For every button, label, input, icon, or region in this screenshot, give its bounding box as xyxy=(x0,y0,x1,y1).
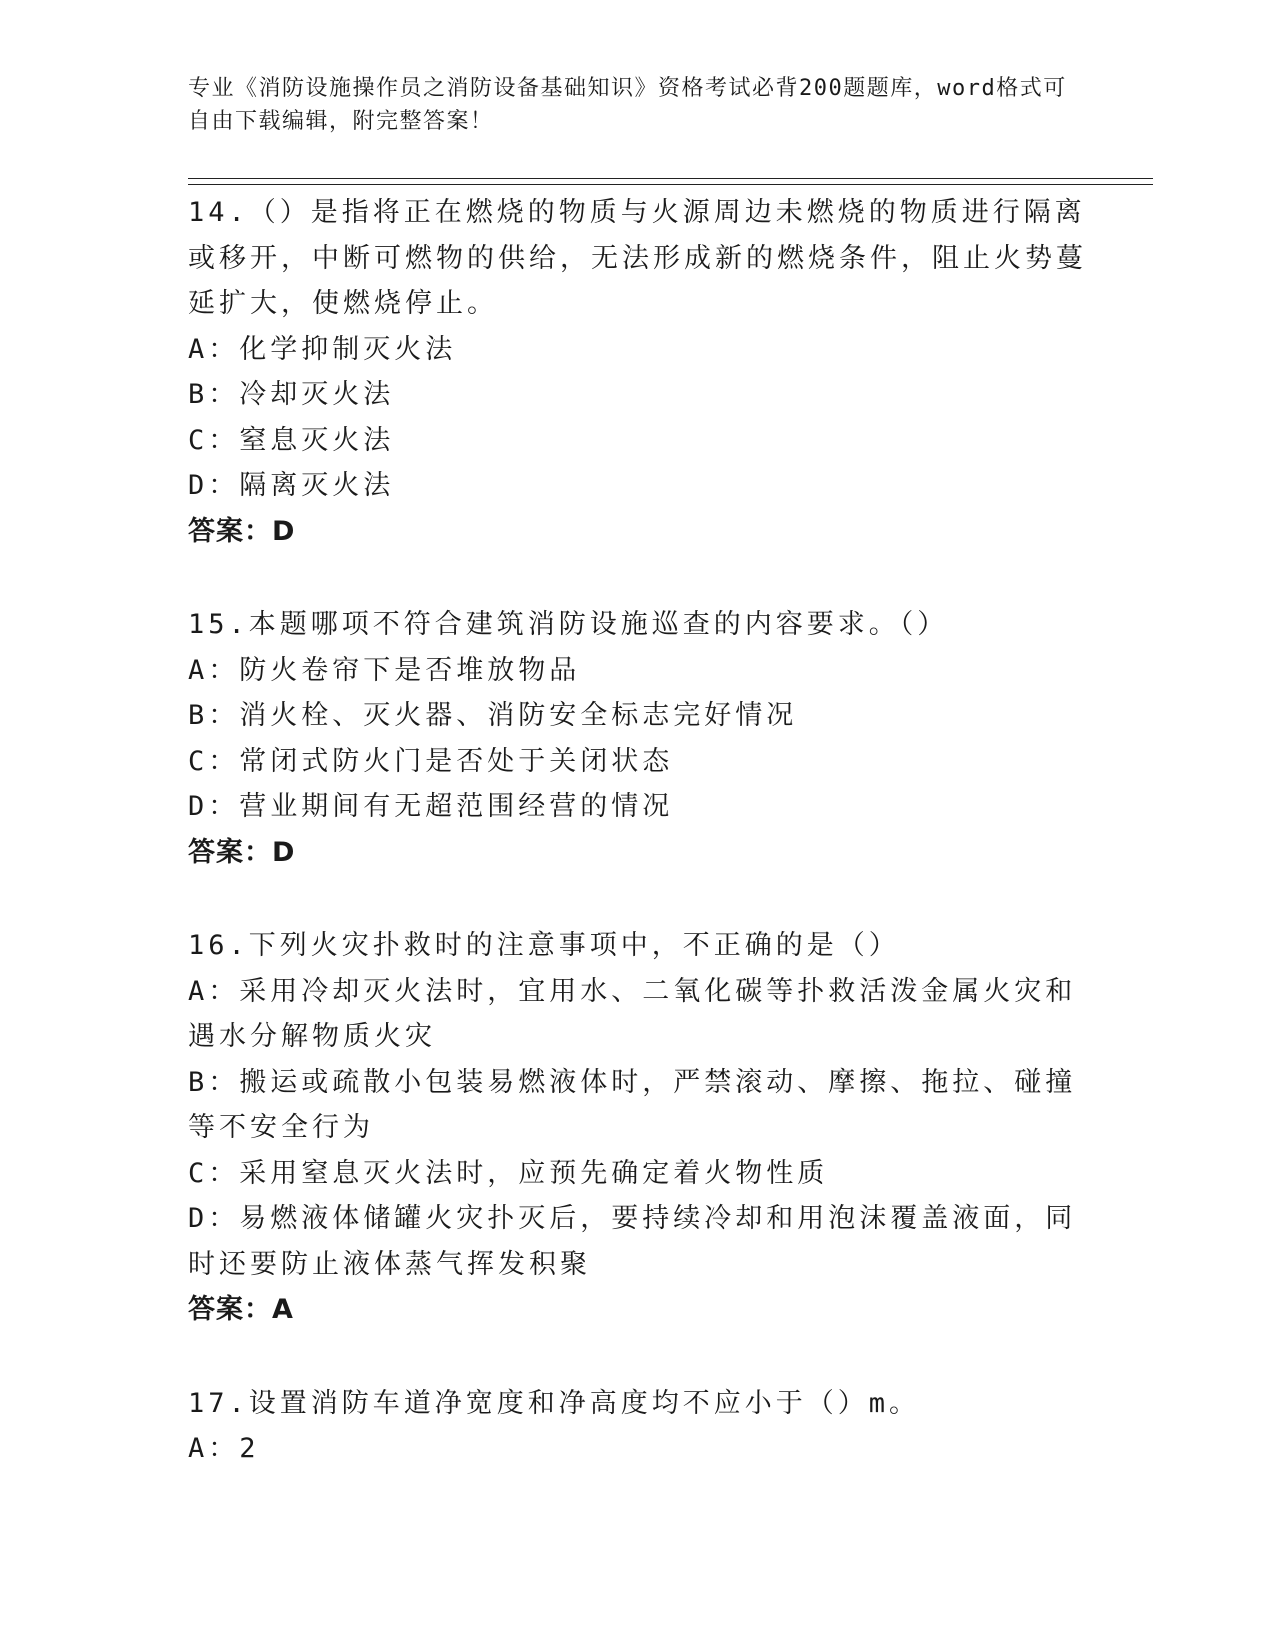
option-b: B：消火栓、灭火器、消防安全标志完好情况 xyxy=(188,700,798,731)
document-header: 专业《消防设施操作员之消防设备基础知识》资格考试必背200题题库，word格式可自由下载编辑，附完整答案！ xyxy=(188,76,1067,134)
option-a: A：2 xyxy=(188,1433,260,1464)
question-stem: 16.下列火灾扑救时的注意事项中，不正确的是（） xyxy=(188,930,900,961)
answer: 答案：D xyxy=(188,515,296,547)
option-c: C：采用窒息灭火法时，应预先确定着火物性质 xyxy=(188,1157,829,1189)
question-15 xyxy=(188,602,1088,875)
option-d: D：易燃液体储罐火灾扑灭后，要持续冷却和用泡沫覆盖液面，同时还要防止液体蒸气挥发积聚 xyxy=(188,1203,1077,1280)
answer: 答案：A xyxy=(188,1294,294,1325)
option-a: A：化学抑制灭火法 xyxy=(188,333,457,365)
question-14 xyxy=(188,190,1088,554)
header-divider-top xyxy=(188,178,1153,179)
option-a: A：防火卷帘下是否堆放物品 xyxy=(188,654,581,686)
question-stem: 17.设置消防车道净宽度和净高度均不应小于（）m。 xyxy=(188,1387,921,1419)
question-17 xyxy=(188,1381,1088,1472)
option-b: B：冷却灭火法 xyxy=(188,379,395,410)
option-a: A：采用冷却灭火法时，宜用水、二氧化碳等扑救活泼金属火灾和遇水分解物质火灾 xyxy=(188,975,1077,1052)
option-c: C：常闭式防火门是否处于关闭状态 xyxy=(188,745,674,777)
option-d: D：营业期间有无超范围经营的情况 xyxy=(188,791,674,822)
question-list xyxy=(188,190,1088,1520)
question-stem: 15.本题哪项不符合建筑消防设施巡查的内容要求。（） xyxy=(188,609,949,640)
option-d: D：隔离灭火法 xyxy=(188,470,395,501)
question-stem: 14.（）是指将正在燃烧的物质与火源周边未燃烧的物质进行隔离或移开，中断可燃物的供给，无法形成新的燃烧条件，阻止火势蔓延扩大，使燃烧停止。 xyxy=(188,197,1087,319)
option-c: C：窒息灭火法 xyxy=(188,424,395,456)
option-b: B：搬运或疏散小包装易燃液体时，严禁滚动、摩擦、拖拉、碰撞等不安全行为 xyxy=(188,1066,1077,1143)
answer: 答案：D xyxy=(188,836,296,868)
header-divider-bottom xyxy=(188,184,1153,185)
question-16 xyxy=(188,923,1088,1333)
